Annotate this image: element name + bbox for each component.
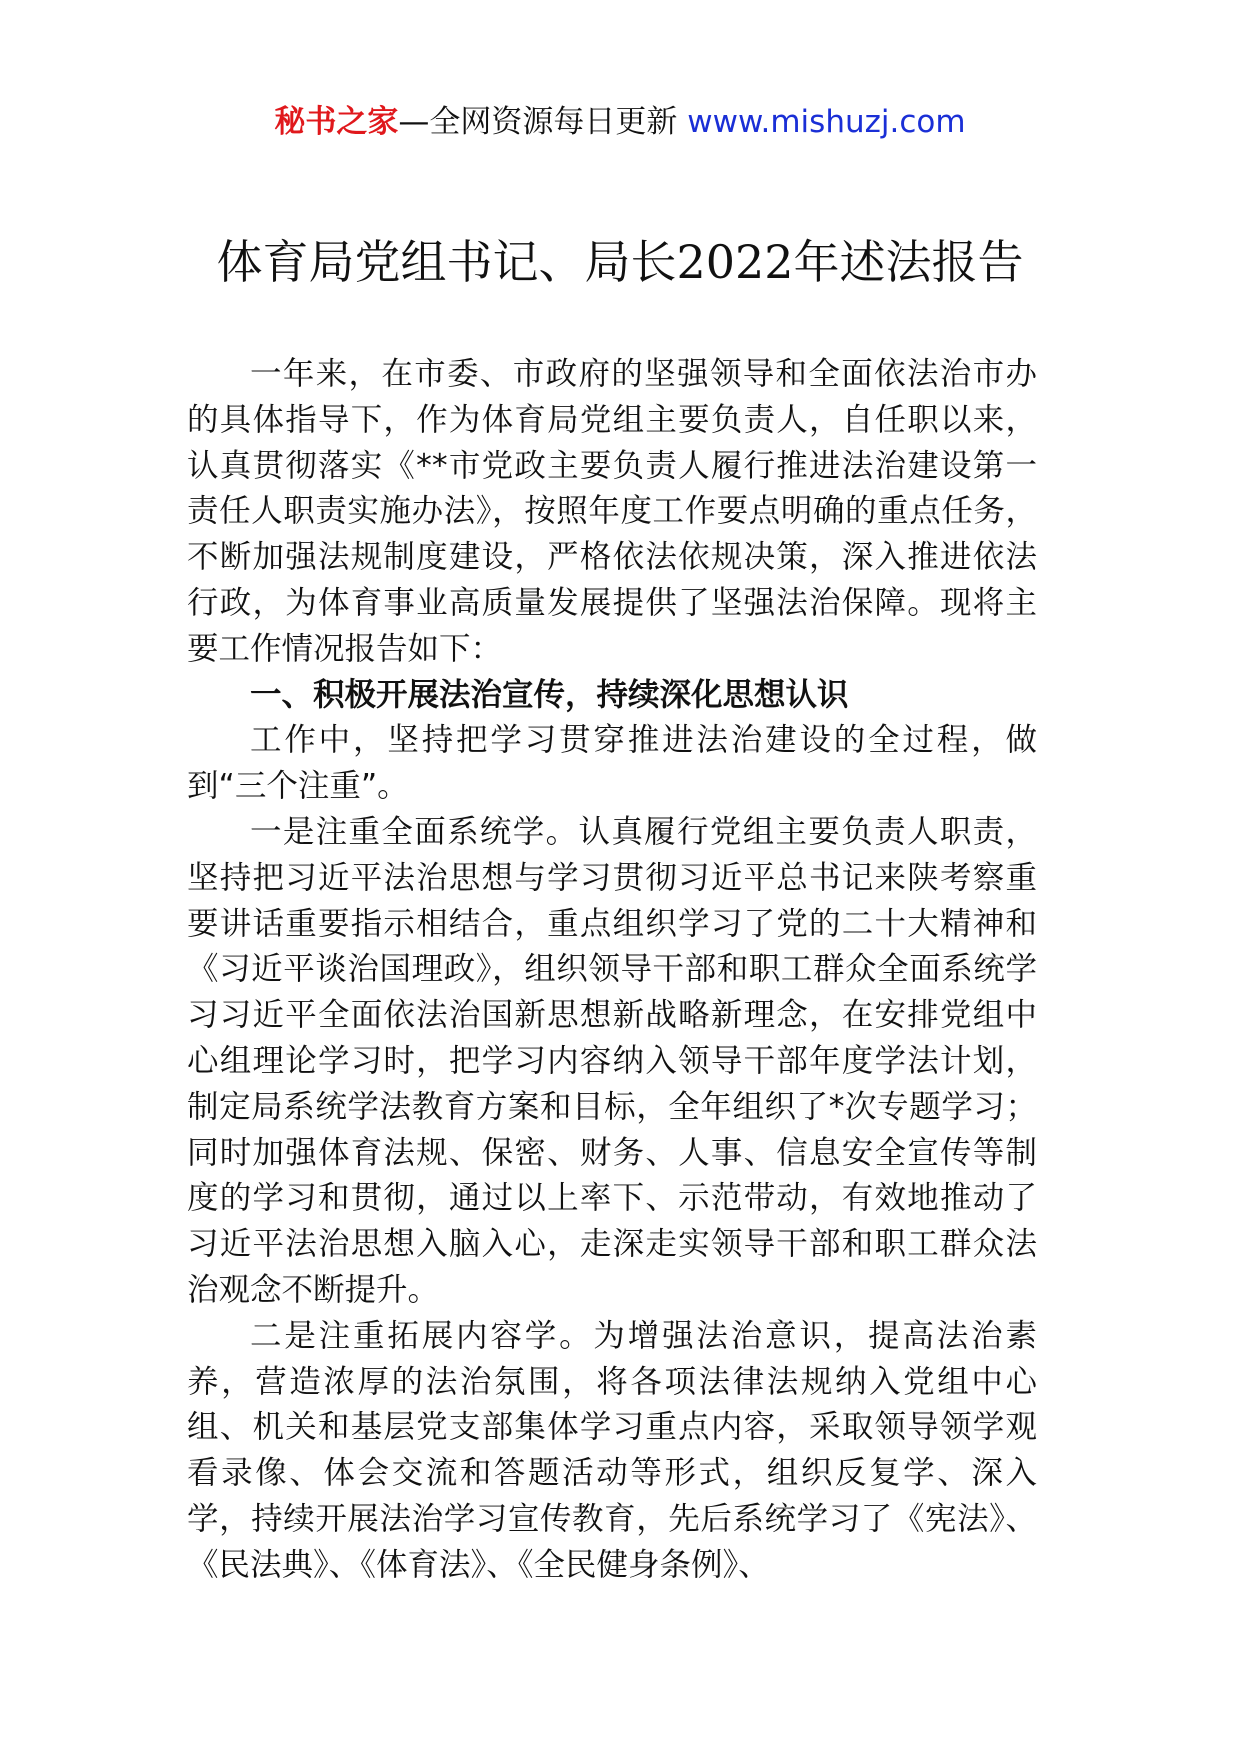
- body-paragraph: 工作中，坚持把学习贯穿推进法治建设的全过程，做到“三个注重”。: [187, 722, 1037, 805]
- intro-paragraph: 一年来，在市委、市政府的坚强领导和全面依法治市办的具体指导下，作为体育局党组主要负责人，自任职以来，认真贯彻落实《**市党政主要负责人履行推进法治建设第一责任人职责实施办法》，按照年度工作要点明确的重点任务，不断加强法规制度建设，严格依法依规决策，深入推进依法行政，为体育事业高质量发展提供了坚强法治保障。现将主要工作情况报告如下：: [187, 356, 1037, 667]
- body-paragraph: 二是注重拓展内容学。为增强法治意识，提高法治素养，营造浓厚的法治氛围，将各项法律法规纳入党组中心组、机关和基层党支部集体学习重点内容，采取领导领学观看录像、体会交流和答题活动等形式，组织反复学、深入学，持续开展法治学习宣传教育，先后系统学习了《宪法》、《民法典》、《体育法》、《全民健身条例》、: [187, 1317, 1037, 1583]
- site-url-link[interactable]: www.mishuzj.com: [687, 104, 966, 140]
- document-title: 体育局党组书记、局长2022年述法报告: [216, 235, 1024, 289]
- site-brand: 秘书之家: [274, 104, 399, 140]
- body-paragraph: 一是注重全面系统学。认真履行党组主要负责人职责，坚持把习近平法治思想与学习贯彻习近平总书记来陕考察重要讲话重要指示相结合，重点组织学习了党的二十大精神和《习近平谈治国理政》，组织领导干部和职工群众全面系统学习习近平全面依法治国新思想新战略新理念，在安排党组中心组理论学习时，把学习内容纳入领导干部年度学法计划，制定局系统学法教育方案和目标，全年组织了*次专题学习；同时加强体育法规、保密、财务、人事、信息安全宣传等制度的学习和贯彻，通过以上率下、示范带动，有效地推动了习近平法治思想入脑入心，走深走实领导干部和职工群众法治观念不断提升。: [187, 813, 1037, 1308]
- document-body: [187, 352, 1037, 1589]
- site-tagline: —全网资源每日更新: [398, 104, 678, 140]
- section-heading-1: 一、积极开展法治宣传，持续深化思想认识: [250, 676, 849, 713]
- site-header: [0, 100, 1240, 144]
